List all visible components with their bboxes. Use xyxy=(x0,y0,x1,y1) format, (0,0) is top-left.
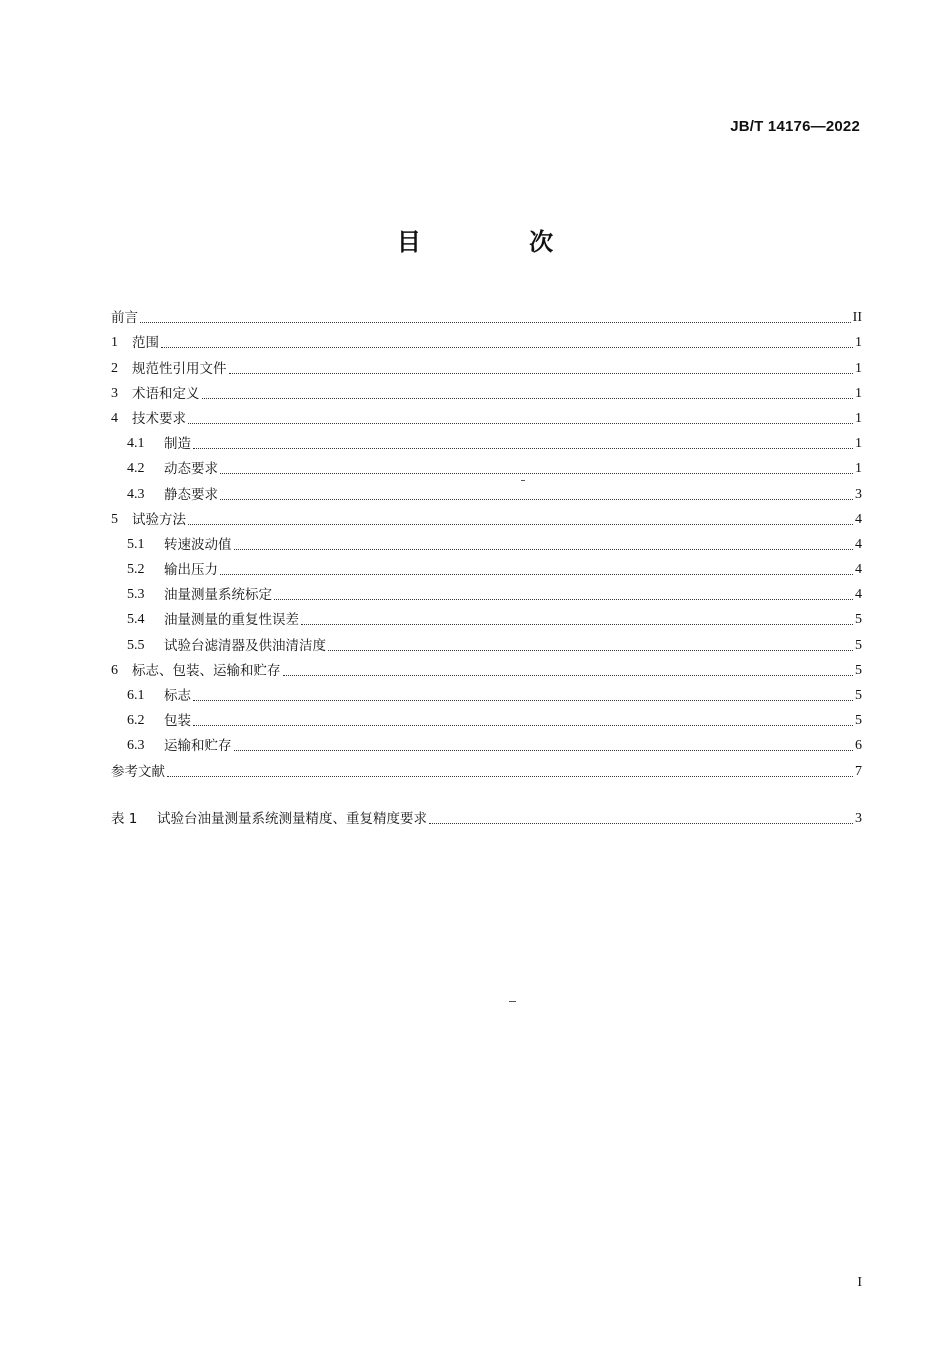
page-number: I xyxy=(857,1275,862,1290)
dot-leader xyxy=(429,822,853,824)
dot-leader xyxy=(140,321,851,323)
toc-entry-page: II xyxy=(852,310,862,326)
dot-leader xyxy=(167,775,853,777)
toc-entry-page: 5 xyxy=(855,688,862,703)
scan-mark xyxy=(509,1001,516,1002)
document-code: JB/T 14176—2022 xyxy=(730,118,860,135)
toc-entry-page: 5 xyxy=(855,713,862,729)
toc-entry-page: 1 xyxy=(855,461,862,477)
dot-leader xyxy=(193,447,853,449)
toc-entry-page: 7 xyxy=(855,763,862,779)
toc-entry-label: 输出压力 xyxy=(164,562,218,579)
toc-entry-number: 6.1 xyxy=(127,688,145,703)
toc-entry-label: 术语和定义 xyxy=(132,385,200,402)
toc-entry-number: 6.3 xyxy=(127,738,145,754)
toc-entry-page: 1 xyxy=(855,385,862,401)
toc-entry-page: 1 xyxy=(855,360,862,376)
toc-entry[interactable] xyxy=(111,730,862,755)
toc-entry-label: 制造 xyxy=(164,436,191,453)
toc-entry-label: 运输和贮存 xyxy=(164,738,232,755)
toc-entry-label: 试验台滤清器及供油清洁度 xyxy=(164,637,326,654)
page-title: 目 次 xyxy=(396,228,604,256)
toc-entry-number: 5.3 xyxy=(127,587,145,603)
toc-entry-number: 3 xyxy=(111,385,118,401)
toc-entry-page: 5 xyxy=(855,662,862,678)
toc-entry[interactable] xyxy=(111,428,862,453)
toc-entry-number: 2 xyxy=(111,360,118,376)
toc-entry-number: 5.2 xyxy=(127,562,145,578)
toc-entry-page: 5 xyxy=(855,637,862,653)
table-list xyxy=(111,803,862,828)
toc-entry-page: 3 xyxy=(855,811,862,827)
toc-entry-number: 6 xyxy=(111,662,118,678)
toc-entry[interactable] xyxy=(111,755,862,780)
toc-entry[interactable] xyxy=(111,352,862,377)
toc-entry-page: 1 xyxy=(855,410,862,426)
toc-entry[interactable] xyxy=(111,604,862,629)
dot-leader xyxy=(188,523,853,525)
toc-entry[interactable] xyxy=(111,554,862,579)
toc-entry-label: 油量测量系统标定 xyxy=(164,587,272,604)
toc-entry-label: 转速波动值 xyxy=(164,536,232,553)
toc-entry-number: 4.2 xyxy=(127,461,145,477)
toc-entry-page: 6 xyxy=(855,738,862,754)
toc-entry-number: 5 xyxy=(111,511,118,527)
dot-leader xyxy=(220,498,853,500)
toc-entry[interactable] xyxy=(111,302,862,327)
toc-entry-label: 参考文献 xyxy=(111,763,165,780)
toc-entry-label: 试验台油量测量系统测量精度、重复精度要求 xyxy=(157,811,427,828)
toc-entry-page: 4 xyxy=(855,536,862,552)
dot-leader xyxy=(193,699,853,701)
dot-leader xyxy=(328,649,853,651)
toc-entry[interactable] xyxy=(111,529,862,554)
dot-leader xyxy=(188,422,853,424)
toc-entry-page: 1 xyxy=(855,436,862,452)
toc-entry-number: 5.5 xyxy=(127,637,145,653)
toc-entry-label: 规范性引用文件 xyxy=(132,360,227,377)
dot-leader xyxy=(283,674,854,676)
dot-leader xyxy=(274,598,853,600)
toc-entry[interactable] xyxy=(111,629,862,654)
toc-entry-number: 1 xyxy=(111,335,118,351)
dot-leader xyxy=(220,573,853,575)
toc-entry[interactable] xyxy=(111,504,862,529)
toc-entry[interactable] xyxy=(111,403,862,428)
toc-entry-label: 范围 xyxy=(132,335,159,352)
toc-entry[interactable] xyxy=(111,705,862,730)
dot-leader xyxy=(301,623,853,625)
toc-entry-page: 4 xyxy=(855,562,862,578)
dot-leader xyxy=(193,724,853,726)
toc-entry-number: 4.1 xyxy=(127,436,145,452)
toc-entry-number: 5.4 xyxy=(127,612,145,628)
toc-entry[interactable] xyxy=(111,680,862,705)
toc-entry[interactable] xyxy=(111,803,862,828)
toc-entry-number: 表 1 xyxy=(111,811,138,828)
toc-entry-number: 6.2 xyxy=(127,713,145,729)
toc-entry-page: 1 xyxy=(855,335,862,351)
toc-entry-label: 静态要求 xyxy=(164,486,218,503)
toc-entry-page: 4 xyxy=(855,511,862,527)
toc-entry-label: 标志 xyxy=(164,688,191,704)
toc-entry[interactable] xyxy=(111,579,862,604)
scan-mark xyxy=(521,480,525,481)
toc-entry-number: 4.3 xyxy=(127,486,145,502)
dot-leader xyxy=(202,397,854,399)
toc-entry-label: 动态要求 xyxy=(164,461,218,478)
toc-entry-label: 标志、包装、运输和贮存 xyxy=(132,662,281,679)
toc-entry-page: 4 xyxy=(855,587,862,603)
toc-entry-label: 试验方法 xyxy=(132,511,186,528)
toc-entry-number: 4 xyxy=(111,410,118,426)
toc-entry-label: 技术要求 xyxy=(132,410,186,427)
table-of-contents xyxy=(111,302,862,781)
dot-leader xyxy=(234,749,854,751)
toc-entry-page: 5 xyxy=(855,612,862,628)
dot-leader xyxy=(220,472,853,474)
toc-entry[interactable] xyxy=(111,655,862,680)
dot-leader xyxy=(229,372,854,374)
dot-leader xyxy=(234,548,854,550)
toc-entry-label: 油量测量的重复性误差 xyxy=(164,612,299,629)
toc-entry-page: 3 xyxy=(855,486,862,502)
toc-entry[interactable] xyxy=(111,478,862,503)
toc-entry-label: 包装 xyxy=(164,713,191,730)
toc-entry-number: 5.1 xyxy=(127,536,145,552)
toc-entry[interactable] xyxy=(111,378,862,403)
toc-entry[interactable] xyxy=(111,327,862,352)
toc-entry[interactable] xyxy=(111,453,862,478)
dot-leader xyxy=(161,346,853,348)
toc-entry-label: 前言 xyxy=(111,310,138,327)
